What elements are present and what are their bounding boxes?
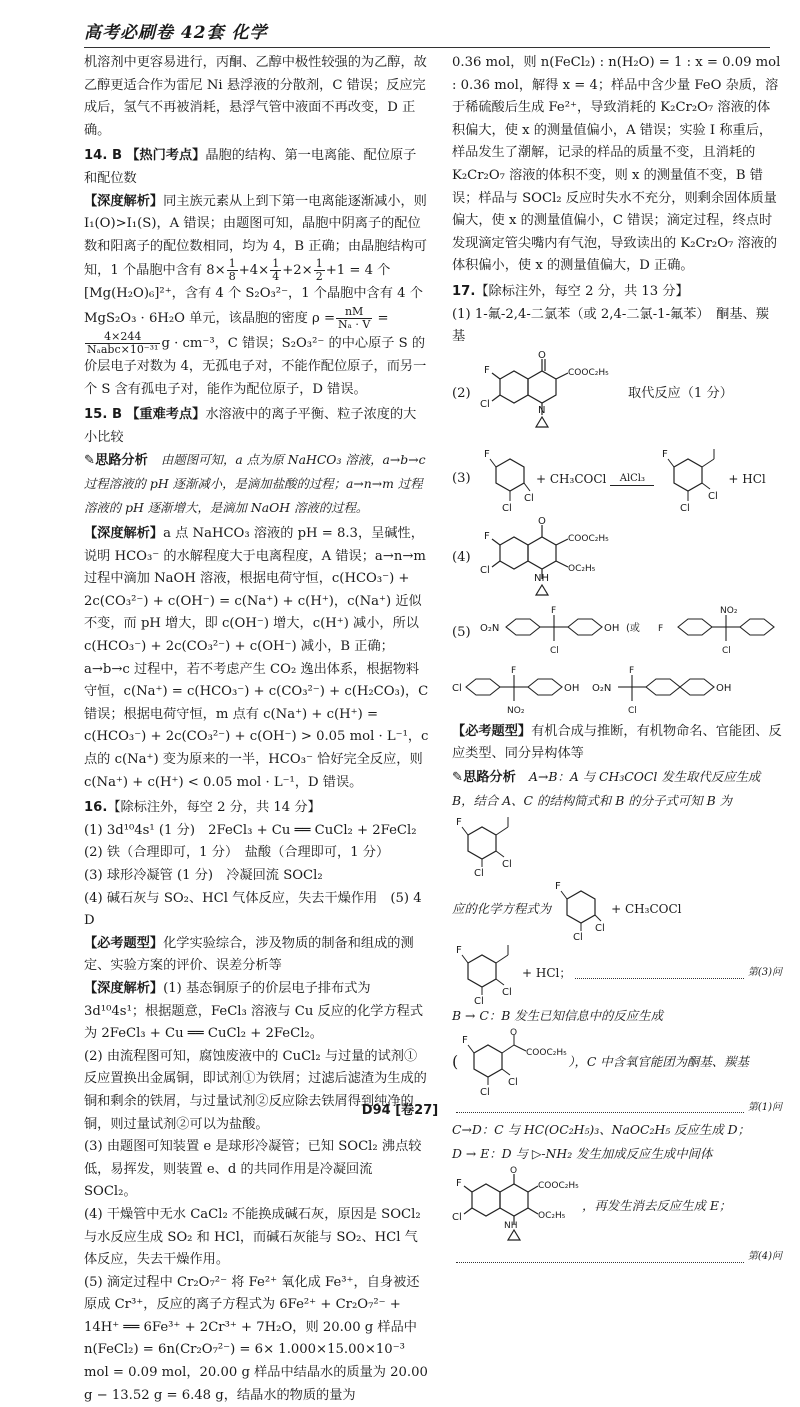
q15-deep — [84, 523, 429, 794]
svg-text:Cl: Cl — [480, 1086, 491, 1098]
equation-row — [452, 877, 782, 944]
svg-text:Cl: Cl — [508, 1076, 519, 1088]
q14-number: 14. B — [84, 148, 123, 164]
q17-analysis-6: C→D：C 与 HC(OC₂H₅)₃、NaOC₂H₅ 反应生成 D； — [452, 1122, 750, 1138]
q17-analysis — [452, 766, 782, 813]
catalyst-label: AlCl₃ — [619, 473, 646, 485]
q15-number: 15. B — [84, 407, 123, 423]
q17-2-label: (2) — [452, 386, 471, 402]
q16-answer — [84, 797, 429, 820]
compound-B-row — [452, 813, 782, 880]
q16-1: (1) 3d¹⁰4s¹ (1 分) 2FeCl₃ + Cu ══ CuCl₂ + 2FeCl₂ — [84, 822, 417, 838]
quinolone-ester-structure — [480, 349, 609, 441]
svg-text:COOC₂H₅: COOC₂H₅ — [526, 1047, 567, 1058]
q17-analysis-5: ），C 中含氧官能团为酮基、羰基 — [568, 1054, 749, 1070]
q16-deep-3: (3) 由题图可知装置 e 是球形冷凝管；已知 SOCl₂ 沸点较低，易挥发，则装置 e、d 的共同作用是冷凝回流 SOCl₂。 — [84, 1139, 422, 1200]
q16-continued: 0.36 mol，则 n(FeCl₂) : n(H₂O) = 1 : x = 0.09 mol : 0.36 mol，解得 x = 4；样品中含少量 FeO 杂质，溶于稀硫酸后生成 Fe²⁺，导致消耗的 K₂Cr₂O₇ 溶液的体积偏大，使 x 的测量值偏小，A 错误；实验 I 称重后，样品发生了潮解，记录的样品的质量不变，且消耗的 K₂Cr₂O₇ 溶液的体积不变，则 x 的测量值不变，B 错误；样品与 SOCl₂ 反应时失水不充分，则剩余固体质量偏大，使 x 的测量值偏小，C 错误；滴定过程，终点时发现滴定管尖嘴内有气泡，导致读出的 K₂Cr₂O₇ 溶液的体积偏小，使 x 的测量值偏大，D 正确。 — [452, 55, 781, 274]
svg-text:OH: OH — [564, 682, 580, 694]
q16-deep-1: (1) 基态铜原子的价层电子排布式为 3d¹⁰4s¹；根据题意，FeCl₃ 溶液与 Cu 反应的化学方程式为 2FeCl₃ + Cu ══ CuCl₂ + 2FeCl₂。 — [84, 980, 424, 1042]
paragraph-13-tail: 机溶剂中更容易进行，丙酮、乙醇中极性较强的为乙醇，故乙醇更适合作为雷尼 Ni 悬浮液的分散剂，C 错误；反应完成后，氢气不再被消耗，悬浮气管中液面不再改变，D 正确。 — [84, 55, 427, 138]
q17-number: 17. — [452, 283, 476, 299]
q17-2-text: 取代反应（1 分） — [628, 386, 733, 402]
compound-C-row: ( O COOC₂H₅ F Cl Cl ），C 中含氧官能团为酮基、羰基 — [452, 1027, 749, 1098]
atom-F: F — [484, 364, 490, 376]
q17-3-row — [452, 445, 782, 515]
svg-text:NH: NH — [534, 572, 549, 584]
svg-text:F: F — [551, 605, 557, 616]
q14-density-2 — [84, 331, 429, 401]
q17-3-label: (3) — [452, 471, 471, 487]
svg-text:Cl: Cl — [502, 987, 512, 999]
q17-ref-1: 第(1)问 — [747, 1101, 782, 1113]
q17-score: 【除标注外，每空 2 分，共 13 分】 — [475, 283, 689, 299]
q14-text-c: [Mg(H₂O)₆]²⁺，含有 4 个 S₂O₃²⁻，1 个晶胞中含有 4 个 — [84, 286, 423, 302]
svg-text:F: F — [462, 1034, 469, 1046]
acetophenone-product-structure — [658, 445, 728, 515]
fluorodichlorobenzene-structure — [480, 445, 536, 515]
q15-analysis-text: 由题图可知，a 点为原 NaHCO₃ 溶液，a→b→c 过程溶液的 pH 逐渐减小，是滴加盐酸的过程；a→n→m 过程溶液的 pH 逐渐增大，是滴加 NaOH 溶液的过程。 — [84, 452, 426, 515]
q17-must — [452, 721, 782, 766]
svg-text:NO₂: NO₂ — [720, 605, 738, 616]
q17-must-tag: 【必考题型】 — [452, 723, 532, 739]
q14-text-e: g · cm⁻³，C 错误；S₂O₃²⁻ 的中心原子 S 的价层电子对数为 4，无孤电子对，不能作配位原子，而另一个 S 含有孤电子对，能作为配位原子，D 错误。 — [84, 335, 427, 397]
svg-text:F: F — [456, 945, 462, 957]
q15-answer — [84, 404, 429, 449]
header-rule — [84, 47, 770, 48]
right-column — [452, 52, 782, 1269]
q15-tag: 【重难考点】 — [126, 407, 206, 423]
left-column — [84, 52, 435, 1407]
svg-text:Cl: Cl — [550, 645, 559, 656]
svg-text:Cl: Cl — [680, 502, 691, 514]
q16-score: 【除标注外，每空 2 分，共 14 分】 — [107, 800, 321, 816]
svg-text:Cl: Cl — [474, 868, 484, 880]
svg-text:Cl: Cl — [452, 1212, 462, 1224]
q17-analysis-2: 应的化学方程式为 — [452, 900, 552, 916]
q17-4-row — [452, 515, 782, 603]
svg-text:Cl: Cl — [502, 859, 512, 871]
q14-tag: 【热门考点】 — [126, 148, 206, 164]
q17-4-label: (4) — [452, 550, 471, 566]
q16-deep-2: (2) 由流程图可知，腐蚀废液中的 CuCl₂ 与过量的试剂①反应置换出金属铜，即试剂①为铁屑；过滤后滤渣为生成的铜和剩余的铁屑，与过量试剂②反应除去铁屑得到纯净的铜，则过量试剂②可以为盐酸。 — [84, 1048, 427, 1132]
book-title: 高考必刷卷 42套 化学 — [84, 23, 268, 43]
svg-text:Cl: Cl — [573, 932, 583, 944]
q17-analysis-1: A→B：A 与 CH₃COCl 发生取代反应生成 B，结合 A、C 的结构简式和 B 的分子式可知 B 为 — [452, 768, 761, 808]
product-B-structure — [452, 941, 522, 1008]
q17-2-row — [452, 349, 782, 441]
svg-text:O: O — [510, 1166, 518, 1177]
compound-C-structure — [458, 1029, 568, 1097]
svg-text:Cl: Cl — [452, 682, 462, 694]
q17-analysis-reagent: + CH₃COCl — [611, 901, 682, 916]
isomer-structures — [480, 603, 780, 665]
q16-must-tag: 【必考题型】 — [84, 935, 164, 951]
fraction-1-4: $\frac{1}{4}$ — [272, 257, 280, 284]
svg-text:O₂N: O₂N — [480, 622, 500, 634]
q17-5-row — [452, 603, 782, 665]
q17-analysis-tag: 思路分析 — [463, 769, 516, 785]
q17-must-text: 有机合成与推断，有机物命名、官能团、反应类型、同分异构体等 — [452, 723, 782, 762]
atom-O: O — [538, 349, 546, 361]
q15-analysis — [84, 449, 429, 520]
q15-analysis-tag: 思路分析 — [95, 453, 148, 469]
isomer-structures-2 — [452, 665, 752, 721]
svg-text:Cl: Cl — [628, 705, 637, 716]
svg-text:OC₂H₅: OC₂H₅ — [538, 1211, 566, 1222]
q17-5-label: (5) — [452, 625, 471, 641]
svg-text:F: F — [662, 448, 669, 460]
svg-text:(或: (或 — [626, 622, 640, 634]
q16-deep-5: (5) 滴定过程中 Cr₂O₇²⁻ 将 Fe²⁺ 氧化成 Fe³⁺，自身被还原成 Cr³⁺，反应的离子方程式为 6Fe²⁺ + Cr₂O₇²⁻ + 14H⁺ ══ 6Fe³⁺ + 2Cr³⁺ + 7H₂O，则 20.00 g 样品中 n(FeCl₂) = 6n(Cr₂O₇²⁻) = 6× 1.000×15.00×10⁻³ mol = 0.09 mol，20.00 g 样品中结晶水的质量为 20.00 g − 13.52 g = 6.48 g，结晶水的物质的量为 — [84, 1274, 428, 1403]
svg-text:Cl: Cl — [480, 564, 490, 576]
q16-must — [84, 933, 429, 978]
q15-deep-tag: 【深度解析】 — [84, 526, 164, 542]
svg-text:F: F — [484, 530, 490, 542]
svg-text:F: F — [456, 1178, 462, 1190]
q16-deep-tag: 【深度解析】 — [84, 980, 164, 996]
q16-2: (2) 铁（合理即可，1 分） 盐酸（合理即可，1 分） — [84, 845, 390, 861]
pen-icon: ✎ — [84, 453, 96, 469]
addition-intermediate-structure — [452, 1166, 582, 1246]
svg-text:F: F — [484, 448, 490, 460]
q14-topic: 晶胞的结构、第一电离能、配位原子和配位数 — [84, 148, 417, 186]
fraction-1-8: $\frac{1}{8}$ — [228, 257, 236, 284]
q17-analysis-8: ，再发生消去反应生成 E； — [582, 1198, 732, 1214]
q16-number: 16. — [84, 800, 108, 816]
q16-must-text: 化学实验综合，涉及物质的制备和组成的测定、实验方案的评价、误差分析等 — [84, 935, 414, 974]
q17-analysis-4: B → C：B 发生已知信息中的反应生成 — [452, 1008, 663, 1024]
q17-3-reagent: + CH₃COCl — [536, 472, 607, 487]
pen-icon: ✎ — [452, 769, 464, 785]
reaction-arrow — [610, 473, 654, 486]
q17-analysis-7: D → E：D 与 ▷-NH₂ 发生加成反应生成中间体 — [452, 1145, 713, 1161]
svg-text:Cl: Cl — [708, 490, 719, 502]
svg-text:F: F — [658, 623, 664, 634]
svg-text:NO₂: NO₂ — [507, 705, 525, 716]
q14-deep: 【深度解析】同主族元素从上到下第一电离能逐渐减小，则 I₁(O)>I₁(S)，A 错误；由题图可知，晶胞中阴离子的配位数和阳离子的配位数相同，均为 4，B 正确；由晶胞结构可知，1 个晶胞中含有 8× $\frac{1}{8}$ +4× $\frac{1}{4}$ +2× $\frac{1}{2}$ +1 = 4 个 — [84, 193, 427, 284]
q17-3-hcl: + HCl — [728, 472, 766, 487]
svg-text:Cl: Cl — [595, 923, 605, 935]
q15-topic: 水溶液中的离子平衡、粒子浓度的大小比较 — [84, 407, 417, 445]
fraction-density: $\frac{nM}{\text{Nₐ · V}}$ — [338, 304, 371, 331]
q14-density: MgS₂O₃ · 6H₂O 单元，该晶胞的密度 ρ = $\frac{nM}{\text{Nₐ · V}}$ = — [84, 304, 389, 331]
svg-text:Cl: Cl — [474, 996, 484, 1008]
equation-product-row — [452, 941, 782, 1008]
svg-text:OC₂H₅: OC₂H₅ — [568, 563, 596, 574]
ref-4-row — [452, 1246, 782, 1269]
page-number: D94 [卷27] — [361, 1103, 439, 1118]
svg-text:COOC₂H₅: COOC₂H₅ — [538, 1181, 579, 1192]
svg-text:O: O — [510, 1027, 518, 1038]
fraction-1-2: $\frac{1}{2}$ — [315, 257, 323, 284]
svg-text:O₂N: O₂N — [592, 682, 612, 694]
reactant-A-structure — [551, 877, 611, 944]
q14-answer — [84, 145, 429, 190]
svg-text:NH: NH — [504, 1221, 518, 1232]
q14-text-b: +1 = 4 个 — [325, 263, 391, 279]
intermediate-row — [452, 1166, 782, 1246]
q15-deep-text: a 点 NaHCO₃ 溶液的 pH = 8.3，呈碱性，说明 HCO₃⁻ 的水解程度大于电离程度，A 错误；a→n→m 过程中滴加 NaOH 溶液，根据电荷守恒，c(HCO₃⁻) + 2c(CO₃²⁻) + c(OH⁻) = c(Na⁺) + c(H⁺)，c(Na⁺) 近似不变，而 pH 增大，即 c(OH⁻) 增大，c(H⁺) 减小，所以 c(HCO₃⁻) + 2c(CO₃²⁻) + c(OH⁻) 减小，B 正确；a→b→c 过程中，若不考虑产生 CO₂ 逸出体系，根据物料守恒，c(Na⁺) = c(HCO₃⁻) + c(CO₃²⁻) + c(H₂CO₃)，C 错误；根据电荷守恒，m 点有 c(Na⁺) + c(H⁺) = c(HCO₃⁻) + 2c(CO₃²⁻) + c(OH⁻) > 0.05 mol · L⁻¹，c 点的 c(Na⁺) 变为原来的一半，HCO₃⁻ 恰好完全反应，则 c(Na⁺) + c(H⁺) < 0.05 mol · L⁻¹，D 错误。 — [84, 526, 429, 790]
atom-Cl: Cl — [480, 398, 490, 410]
svg-text:F: F — [456, 817, 462, 829]
compound-B-structure — [452, 813, 522, 880]
svg-text:Cl: Cl — [524, 492, 534, 504]
svg-text:Cl: Cl — [502, 502, 512, 514]
q17-answer — [452, 281, 782, 304]
q16-3: (3) 球形冷凝管 (1 分) 冷凝回流 SOCl₂ — [84, 868, 323, 883]
svg-text:O: O — [538, 515, 546, 527]
q17-analysis-3: + HCl； — [522, 965, 572, 980]
svg-text:F: F — [629, 665, 635, 676]
svg-text:F: F — [511, 665, 517, 676]
q16-4: (4) 碱石灰与 SO₂、HCl 气体反应，失去干燥作用 (5) 4 D — [84, 890, 435, 929]
q17-ref-4: 第(4)问 — [747, 1251, 782, 1263]
q17-5-row-2 — [452, 665, 782, 721]
q14-deep-tag: 【深度解析】 — [84, 193, 164, 209]
fraction-density-value: $\frac{4\times 244}{\text{Nₐabc×10⁻³¹}}$ — [87, 329, 159, 356]
svg-text:Cl: Cl — [722, 645, 731, 656]
q17-ref-3: 第(3)问 — [747, 966, 782, 978]
group-ester: COOC₂H₅ — [568, 367, 609, 378]
q14-text-a: 同主族元素从上到下第一电离能逐渐减小，则 I₁(O)>I₁(S)，A 错误；由题图可知，晶胞中阴离子的配位数和阳离子的配位数相同，均为 4，B 正确；由晶胞结构可知，1 个晶胞中含有 8× — [84, 193, 427, 279]
svg-text:F: F — [555, 881, 561, 893]
svg-text:OH: OH — [604, 622, 620, 634]
atom-N: N — [538, 404, 546, 416]
q16-deep-4: (4) 干燥管中无水 CaCl₂ 不能换成碱石灰，原因是 SOCl₂ 与水反应生成 SO₂ 和 HCl，而碱石灰能与 SO₂、HCl 气体反应，失去干燥作用。 — [84, 1206, 421, 1268]
svg-text:OH: OH — [716, 682, 732, 694]
intermediate-structure — [480, 515, 620, 603]
q16-deep — [84, 978, 429, 1046]
q17-1: (1) 1-氟-2,4-二氯苯（或 2,4-二氯-1-氟苯） 酮基、羰基 — [452, 306, 769, 345]
svg-text:COOC₂H₅: COOC₂H₅ — [568, 533, 609, 544]
